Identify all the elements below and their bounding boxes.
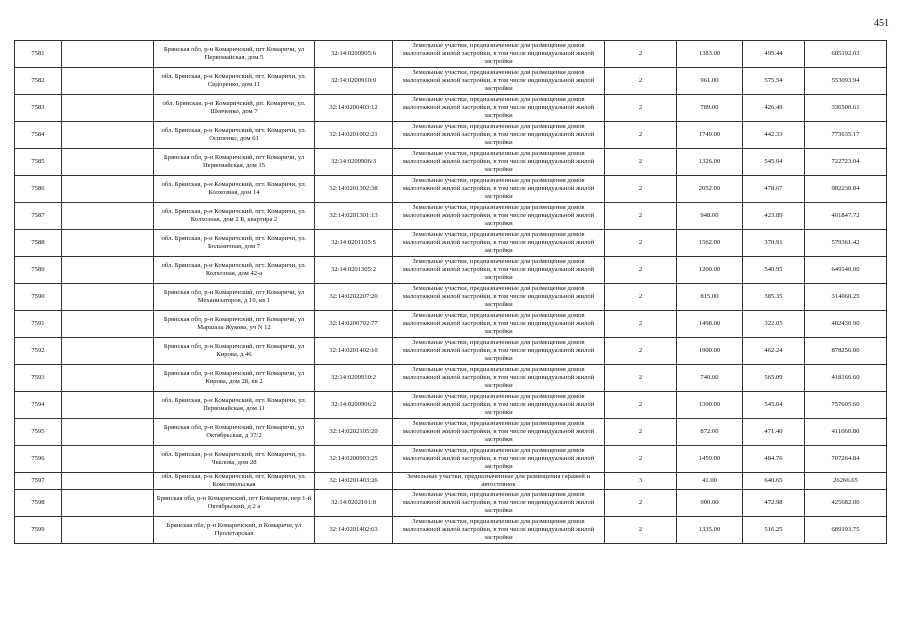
land-use-cell: Земельные участки, предназначенные для размещения домов малоэтажной жилой застройки, в том числе индивидуальной жилой застройки [393, 419, 605, 446]
land-use-cell: Земельные участки, предназначенные для размещения домов малоэтажной жилой застройки, в том числе индивидуальной жилой застройки [393, 95, 605, 122]
table-row [15, 419, 887, 446]
group-cell: 2 [605, 311, 677, 338]
cadastral-cost-cell: 773635.17 [805, 122, 887, 149]
empty-cell [62, 203, 154, 230]
cadastral-number-cell: 32:14:0200906:2 [315, 392, 393, 419]
row-number: 7584 [15, 122, 62, 149]
land-use-cell: Земельные участки, предназначенные для размещения домов малоэтажной жилой застройки, в том числе индивидуальной жилой застройки [393, 311, 605, 338]
specific-value-cell: 484.76 [743, 446, 805, 473]
empty-cell [62, 365, 154, 392]
empty-cell [62, 95, 154, 122]
row-number: 7599 [15, 517, 62, 544]
cadastral-cost-cell: 411060.80 [805, 419, 887, 446]
specific-value-cell: 516.25 [743, 517, 805, 544]
address-cell: Брянская обл, р-н Комаричский, пгт Комаричи, ул Первомайская, дом 5 [154, 41, 315, 68]
cadastral-cost-cell: 401847.72 [805, 203, 887, 230]
land-use-cell: Земельные участки, предназначенные для размещения домов малоэтажной жилой застройки, в том числе индивидуальной жилой застройки [393, 257, 605, 284]
address-cell: обл. Брянская, р-н Комаричский, пгт. Комаричи, ул. Чкалова, дом 28 [154, 446, 315, 473]
empty-cell [62, 311, 154, 338]
address-cell: Брянская обл, р-н Комаричский, пгт Комаричи, ул Октябрьская, д 37/2 [154, 419, 315, 446]
address-cell: Брянская обл, р-н Комаричский, пгт Комаричи, пер 1-й Октябрьский, д 2 а [154, 490, 315, 517]
specific-value-cell: 640.65 [743, 473, 805, 490]
specific-value-cell: 322.05 [743, 311, 805, 338]
address-cell: обл. Брянская, р-н Комаричский, пгт. Комаричи, ул. Комсомольская [154, 473, 315, 490]
area-cell: 1326.00 [677, 149, 743, 176]
area-cell: 789.00 [677, 95, 743, 122]
cadastral-number-cell: 32:14:0201403:26 [315, 473, 393, 490]
cadastral-cost-cell: 418166.60 [805, 365, 887, 392]
cadastral-number-cell: 32:14:0202101:8 [315, 490, 393, 517]
table-row [15, 338, 887, 365]
row-number: 7592 [15, 338, 62, 365]
cadastral-cost-cell: 425682.00 [805, 490, 887, 517]
cadastral-cost-cell: 26266.65 [805, 473, 887, 490]
group-cell: 2 [605, 203, 677, 230]
cadastral-number-cell: 32:14:0202207:20 [315, 284, 393, 311]
address-cell: обл. Брянская, р-н Комаричский, пгт. Комаричи, ул. Колхозная, дом 42-а [154, 257, 315, 284]
land-use-cell: Земельные участки, предназначенные для размещения домов малоэтажной жилой застройки, в том числе индивидуальной жилой застройки [393, 365, 605, 392]
cadastral-number-cell: 32:14:0200403:12 [315, 95, 393, 122]
empty-cell [62, 68, 154, 95]
land-use-cell: Земельные участки, предназначенные для размещения домов малоэтажной жилой застройки, в том числе индивидуальной жилой застройки [393, 230, 605, 257]
specific-value-cell: 478.67 [743, 176, 805, 203]
row-number: 7590 [15, 284, 62, 311]
cadastral-number-cell: 32:14:0201002:21 [315, 122, 393, 149]
specific-value-cell: 385.35 [743, 284, 805, 311]
cadastral-cost-cell: 689193.75 [805, 517, 887, 544]
land-use-cell: Земельные участки, предназначенные для размещения домов малоэтажной жилой застройки, в том числе индивидуальной жилой застройки [393, 284, 605, 311]
area-cell: 815.00 [677, 284, 743, 311]
empty-cell [62, 419, 154, 446]
cadastral-cost-cell: 878256.00 [805, 338, 887, 365]
address-cell: обл. Брянская, р-н Комаричский, пгт. Комаричи, ул. Колхозная, дом 14 [154, 176, 315, 203]
row-number: 7589 [15, 257, 62, 284]
land-use-cell: Земельные участки, предназначенные для размещения домов малоэтажной жилой застройки, в том числе индивидуальной жилой застройки [393, 176, 605, 203]
land-use-cell: Земельные участки, предназначенные для размещения домов малоэтажной жилой застройки, в том числе индивидуальной жилой застройки [393, 392, 605, 419]
cadastral-cost-cell: 649140.00 [805, 257, 887, 284]
cadastral-number-cell: 32:14:0201301:13 [315, 203, 393, 230]
row-number: 7593 [15, 365, 62, 392]
address-cell: обл. Брянская, р-н Комаричский, пгт. Комаричи, ул. Первомайская, дом 11 [154, 392, 315, 419]
table-row [15, 257, 887, 284]
table-row [15, 490, 887, 517]
cadastral-cost-cell: 757605.60 [805, 392, 887, 419]
empty-cell [62, 338, 154, 365]
row-number: 7595 [15, 419, 62, 446]
specific-value-cell: 495.44 [743, 41, 805, 68]
group-cell: 2 [605, 122, 677, 149]
cadastral-cost-cell: 707264.84 [805, 446, 887, 473]
row-number: 7588 [15, 230, 62, 257]
cadastral-number-cell: 32:14:0200910:2 [315, 365, 393, 392]
cadastral-cost-cell: 579361.42 [805, 230, 887, 257]
table-row [15, 203, 887, 230]
table-row [15, 122, 887, 149]
empty-cell [62, 257, 154, 284]
land-use-cell: Земельные участки, предназначенные для размещения домов малоэтажной жилой застройки, в том числе индивидуальной жилой застройки [393, 490, 605, 517]
area-cell: 872.00 [677, 419, 743, 446]
address-cell: обл. Брянская, р-н Комаричский, пгт. Комаричи, ул. Больничная, дом 7 [154, 230, 315, 257]
area-cell: 1335.00 [677, 517, 743, 544]
land-use-cell: Земельные участки, предназначенные для размещения домов малоэтажной жилой застройки, в том числе индивидуальной жилой застройки [393, 446, 605, 473]
area-cell: 1459.00 [677, 446, 743, 473]
specific-value-cell: 540.95 [743, 257, 805, 284]
group-cell: 2 [605, 257, 677, 284]
cadastral-number-cell: 32:14:0201402:63 [315, 517, 393, 544]
group-cell: 2 [605, 392, 677, 419]
table-row [15, 68, 887, 95]
row-number: 7583 [15, 95, 62, 122]
table-row [15, 176, 887, 203]
cadastral-cost-cell: 685192.03 [805, 41, 887, 68]
specific-value-cell: 442.33 [743, 122, 805, 149]
cadastral-number-cell: 32:14:0200702:77 [315, 311, 393, 338]
cadastral-cost-cell: 553093.94 [805, 68, 887, 95]
area-cell: 900.00 [677, 490, 743, 517]
land-use-cell: Земельные участки, предназначенные для размещения гаражей и автостоянок [393, 473, 605, 490]
row-number: 7585 [15, 149, 62, 176]
group-cell: 2 [605, 338, 677, 365]
cadastral-cost-cell: 336500.61 [805, 95, 887, 122]
empty-cell [62, 122, 154, 149]
area-cell: 961.00 [677, 68, 743, 95]
row-number: 7586 [15, 176, 62, 203]
address-cell: обл. Брянская, р-н Комаричский, пгт. Комаричи, ул. Сидоренко, дом 11 [154, 68, 315, 95]
empty-cell [62, 517, 154, 544]
area-cell: 1383.00 [677, 41, 743, 68]
group-cell: 2 [605, 517, 677, 544]
cadastral-number-cell: 32:14:0200906:3 [315, 149, 393, 176]
land-registry-table [14, 40, 887, 544]
area-cell: 41.00 [677, 473, 743, 490]
group-cell: 2 [605, 230, 677, 257]
cadastral-number-cell: 32:14:0201302:38 [315, 176, 393, 203]
area-cell: 948.00 [677, 203, 743, 230]
area-cell: 1498.00 [677, 311, 743, 338]
area-cell: 740.00 [677, 365, 743, 392]
address-cell: обл. Брянская, р-н Комаричский, пгт. Комаричи, ул. Колхозная, дом 2 Б, квартира 2 [154, 203, 315, 230]
group-cell: 2 [605, 149, 677, 176]
cadastral-cost-cell: 482430.90 [805, 311, 887, 338]
table-row [15, 446, 887, 473]
cadastral-number-cell: 32:14:0201402:10 [315, 338, 393, 365]
specific-value-cell: 575.54 [743, 68, 805, 95]
table-row [15, 473, 887, 490]
page-number: 451 [874, 18, 889, 29]
address-cell: Брянская обл, р-н Комаричский, пгт Комаричи, ул Кирова, д 46 [154, 338, 315, 365]
table-row [15, 311, 887, 338]
cadastral-cost-cell: 314060.25 [805, 284, 887, 311]
group-cell: 2 [605, 284, 677, 311]
specific-value-cell: 462.24 [743, 338, 805, 365]
cadastral-number-cell: 32:14:0202105:20 [315, 419, 393, 446]
land-use-cell: Земельные участки, предназначенные для размещения домов малоэтажной жилой застройки, в том числе индивидуальной жилой застройки [393, 149, 605, 176]
row-number: 7582 [15, 68, 62, 95]
empty-cell [62, 473, 154, 490]
table-body [15, 41, 887, 544]
table-row [15, 392, 887, 419]
area-cell: 1390.00 [677, 392, 743, 419]
land-use-cell: Земельные участки, предназначенные для размещения домов малоэтажной жилой застройки, в том числе индивидуальной жилой застройки [393, 338, 605, 365]
row-number: 7597 [15, 473, 62, 490]
group-cell: 2 [605, 68, 677, 95]
area-cell: 2052.00 [677, 176, 743, 203]
group-cell: 2 [605, 490, 677, 517]
group-cell: 3 [605, 473, 677, 490]
address-cell: обл. Брянская, р-н Комаричский, рп. Комаричи, ул. Шевченко, дом 7 [154, 95, 315, 122]
cadastral-cost-cell: 982230.84 [805, 176, 887, 203]
empty-cell [62, 284, 154, 311]
group-cell: 2 [605, 446, 677, 473]
empty-cell [62, 446, 154, 473]
group-cell: 2 [605, 365, 677, 392]
land-use-cell: Земельные участки, предназначенные для размещения домов малоэтажной жилой застройки, в том числе индивидуальной жилой застройки [393, 517, 605, 544]
specific-value-cell: 545.04 [743, 149, 805, 176]
cadastral-cost-cell: 722723.04 [805, 149, 887, 176]
empty-cell [62, 41, 154, 68]
specific-value-cell: 565.09 [743, 365, 805, 392]
table-row [15, 149, 887, 176]
empty-cell [62, 392, 154, 419]
empty-cell [62, 490, 154, 517]
address-cell: Брянская обл, р-н Комаричский, пгт Комаричи, ул Механизаторов, д 10, кв 1 [154, 284, 315, 311]
row-number: 7598 [15, 490, 62, 517]
table-row [15, 284, 887, 311]
specific-value-cell: 471.40 [743, 419, 805, 446]
row-number: 7591 [15, 311, 62, 338]
row-number: 7587 [15, 203, 62, 230]
address-cell: Брянская обл, р-н Комаричский, пгт Комаричи, ул Первомайская, дом 15 [154, 149, 315, 176]
specific-value-cell: 423.89 [743, 203, 805, 230]
land-use-cell: Земельные участки, предназначенные для размещения домов малоэтажной жилой застройки, в том числе индивидуальной жилой застройки [393, 41, 605, 68]
specific-value-cell: 426.49 [743, 95, 805, 122]
address-cell: Брянская обл, р-н Комаричский, пгт Комаричи, ул Кирова, дом 28, кв 2 [154, 365, 315, 392]
cadastral-number-cell: 32:14:0200910:9 [315, 68, 393, 95]
address-cell: обл. Брянская, р-н Комаричский, пгт. Комаричи, ул. Осипенко, дом 61 [154, 122, 315, 149]
group-cell: 2 [605, 176, 677, 203]
cadastral-number-cell: 32:14:0200903:25 [315, 446, 393, 473]
row-number: 7594 [15, 392, 62, 419]
table-row [15, 95, 887, 122]
land-use-cell: Земельные участки, предназначенные для размещения домов малоэтажной жилой застройки, в том числе индивидуальной жилой застройки [393, 203, 605, 230]
table-row [15, 365, 887, 392]
address-cell: Брянская обл, р-н Комаричский, п Комаричи, ул Пролетарская [154, 517, 315, 544]
table-row [15, 517, 887, 544]
land-use-cell: Земельные участки, предназначенные для размещения домов малоэтажной жилой застройки, в том числе индивидуальной жилой застройки [393, 122, 605, 149]
specific-value-cell: 472.98 [743, 490, 805, 517]
specific-value-cell: 545.04 [743, 392, 805, 419]
cadastral-number-cell: 32:14:0201305:2 [315, 257, 393, 284]
cadastral-number-cell: 32:14:0201105:5 [315, 230, 393, 257]
empty-cell [62, 230, 154, 257]
empty-cell [62, 149, 154, 176]
address-cell: Брянская обл, р-н Комаричский, пгт Комаричи, ул Маршала Жукова, уч N 12 [154, 311, 315, 338]
area-cell: 1562.00 [677, 230, 743, 257]
group-cell: 2 [605, 41, 677, 68]
specific-value-cell: 370.91 [743, 230, 805, 257]
area-cell: 1749.00 [677, 122, 743, 149]
row-number: 7581 [15, 41, 62, 68]
land-use-cell: Земельные участки, предназначенные для размещения домов малоэтажной жилой застройки, в том числе индивидуальной жилой застройки [393, 68, 605, 95]
cadastral-number-cell: 32:14:0200905:6 [315, 41, 393, 68]
empty-cell [62, 176, 154, 203]
area-cell: 1200.00 [677, 257, 743, 284]
group-cell: 2 [605, 419, 677, 446]
table-row [15, 230, 887, 257]
area-cell: 1900.00 [677, 338, 743, 365]
row-number: 7596 [15, 446, 62, 473]
group-cell: 2 [605, 95, 677, 122]
table-row [15, 41, 887, 68]
